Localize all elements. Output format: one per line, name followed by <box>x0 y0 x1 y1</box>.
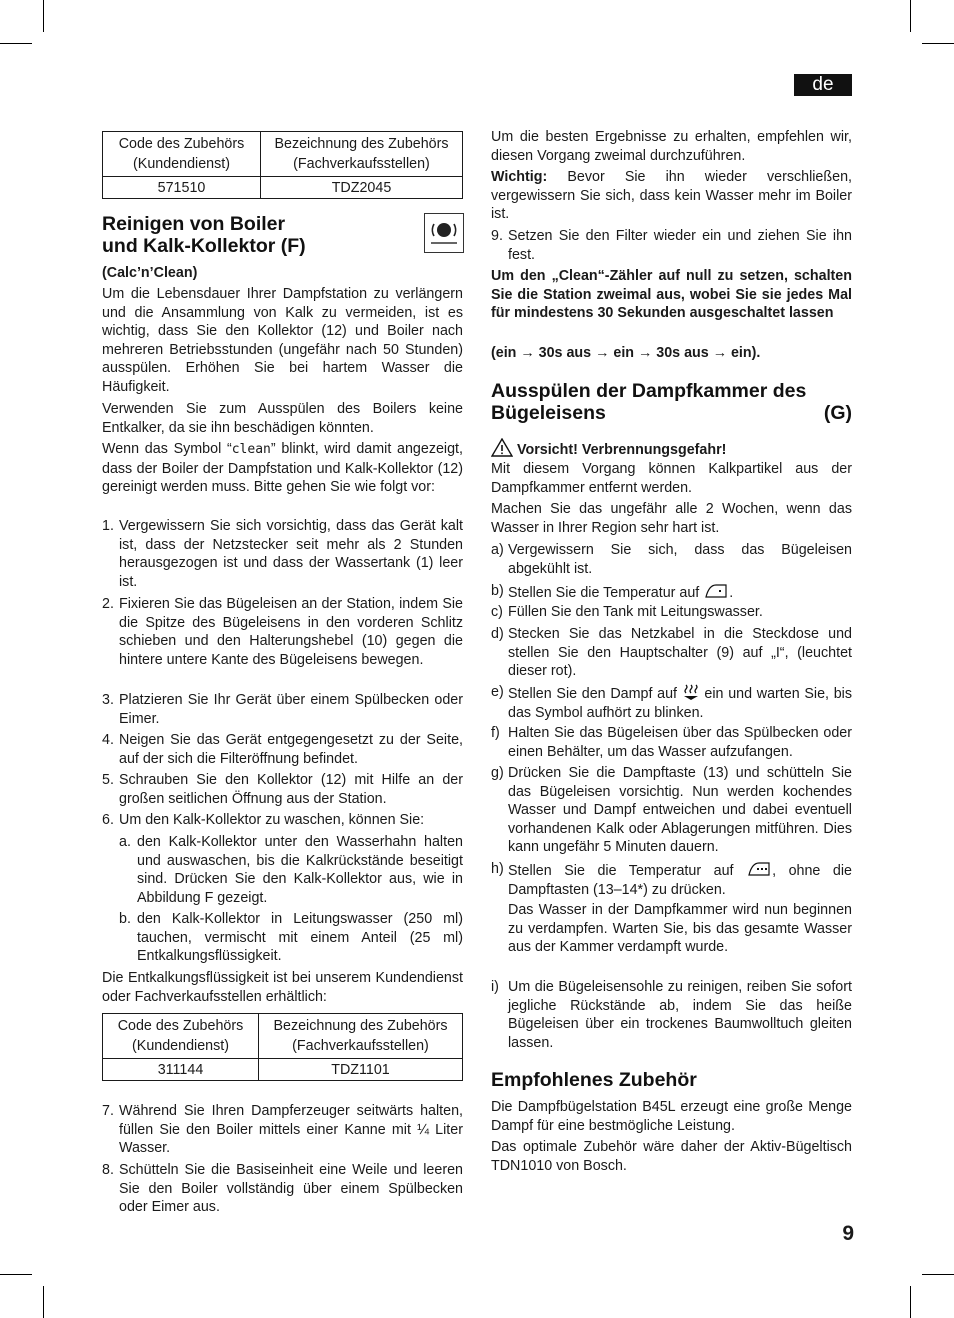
table-header-code: Code des Zubehörs (Kundendienst) <box>103 132 261 177</box>
table-cell-name: TDZ1101 <box>259 1059 463 1081</box>
crop-mark <box>0 1274 32 1275</box>
paragraph: Machen Sie das ungefähr alle 2 Wochen, wenn das Wasser in Ihrer Region sehr hart ist. <box>491 501 852 536</box>
list-subitem: b. den Kalk-Kollektor in Leitungswasser (250 ml) tauchen, vermischt mit einem Anteil (25 ml) Entkalkungsflüssigkeit. <box>119 911 463 965</box>
list-item: 1. Vergewissern Sie sich vorsichtig, dass das Gerät kalt ist, dass der Netzstecker seit mehr als 2 Stunden herausgezogen ist und dass der Wassertank (1) leer ist. <box>102 518 463 590</box>
crop-mark <box>43 1286 44 1318</box>
warning-line: Vorsicht! Verbrennungsgefahr! <box>491 438 852 460</box>
subtitle: (Calc’n’Clean) <box>102 265 198 281</box>
paragraph: Um die Lebensdauer Ihrer Dampfstation zu verlängern und die Ansammlung von Kalk zu vermeiden, ist es wichtig, dass Sie den Kollektor (12) und Boiler nach mehreren Betriebsstunden (ungefähr nach 50 Stunden) ausspülen. Erhöhen Sie bei hartem Wasser die Häufigkeit. <box>102 286 463 395</box>
table-cell-code: 571510 <box>103 177 261 199</box>
list-item: h) Stellen Sie die Temperatur auf , ohne die Dampftasten (13–14*) zu drücken. <box>491 861 852 898</box>
list-item: c) Füllen Sie den Tank mit Leitungswasser. <box>491 604 763 620</box>
list-item: 6. Um den Kalk-Kollektor zu waschen, können Sie: <box>102 812 425 828</box>
list-item: Das Wasser in der Dampfkammer wird nun beginnen zu verdampfen. Warten Sie, bis das gesamte Wasser aus der Kammer verdampft wurde. <box>508 902 852 956</box>
list-item: i) Um die Bügeleisensohle zu reinigen, reiben Sie sofort jegliche Rückstände ab, indem Sie das heiße Bügeleisen über ein trockenes Baumwolltuch gleiten lassen. <box>491 979 852 1051</box>
section-title: Empfohlenes Zubehör <box>491 1069 697 1091</box>
bold-note: Um den „Clean“-Zähler auf null zu setzen, schalten Sie die Station zweimal aus, wobei Sie sie jedes Mal für mindestens 30 Sekunden ausgeschaltet lassen <box>491 268 852 322</box>
bold-sequence: (ein → 30s aus → ein → 30s aus → ein). <box>491 345 761 361</box>
crop-mark <box>922 43 954 44</box>
list-item: 9. Setzen Sie den Filter wieder ein und ziehen Sie ihn fest. <box>491 228 852 263</box>
table-cell-name: TDZ2045 <box>261 177 463 199</box>
table-header-code: Code des Zubehörs (Kundendienst) <box>103 1014 259 1059</box>
list-item: b) Stellen Sie die Temperatur auf . <box>491 583 734 601</box>
list-item: d) Stecken Sie das Netzkabel in die Steckdose und stellen Sie den Hauptschalter (9) auf „I“, (leuchtet dieser rot). <box>491 626 852 680</box>
list-item: a) Vergewissern Sie sich, dass das Bügeleisen abgekühlt ist. <box>491 542 852 577</box>
list-item: 7. Während Sie Ihren Dampferzeuger seitwärts halten, füllen Sie den Boiler mittels einer Kanne mit ¼ Liter Wasser. <box>102 1103 463 1157</box>
list-subitem: a. den Kalk-Kollektor unter den Wasserhahn halten und auswaschen, bis die Kalkrückstände beseitigt sind. Drücken Sie den Kalk-Kollektor aus, wie in Abbildung F gezeigt. <box>119 834 463 906</box>
page-number: 9 <box>842 1222 854 1245</box>
list-item: g) Drücken Sie die Dampftaste (13) und schütteln Sie das Bügeleisen vorsichtig. Nun werden kochendes Wasser und Dampf entweichen und dabei eventuell vorhandenen Kalk oder Ablagerungen mitführen. Dies kann ungefähr 5 Minuten dauern. <box>491 765 852 856</box>
crop-mark <box>43 0 44 32</box>
paragraph: Wichtig: Bevor Sie ihn wieder verschließen, vergewissern Sie sich, dass kein Wasser mehr im Boiler ist. <box>491 169 852 223</box>
section-title: Reinigen von Boiler und Kalk-Kollektor (F) <box>102 213 306 257</box>
list-item: 2. Fixieren Sie das Bügeleisen an der Station, indem Sie die Spitze des Bügeleisens in den vorderen Schlitz schieben und den Halterungshebel (10) gegen die hintere untere Kante des Bügeleisens bewegen. <box>102 596 463 668</box>
steam-icon <box>682 683 700 701</box>
paragraph: Verwenden Sie zum Ausspülen des Boilers keine Entkalker, da sie ihn beschädigen könnten. <box>102 401 463 436</box>
paragraph: Wenn das Symbol “clean” blinkt, wird damit angezeigt, dass der Boiler der Dampfstation und Kalk-Kollektor (12) gereinigt werden muss. Bitte gehen Sie wie folgt vor: <box>102 441 463 496</box>
language-tab: de <box>794 74 852 96</box>
list-item: f) Halten Sie das Bügeleisen über das Spülbecken oder einen Behälter, um das Wasser aufzufangen. <box>491 725 852 760</box>
accessory-table-2 <box>102 1013 463 1081</box>
crop-mark <box>910 1286 911 1318</box>
calc-n-clean-icon <box>424 213 464 253</box>
paragraph: Das optimale Zubehör wäre daher der Aktiv-Bügeltisch TDN1010 von Bosch. <box>491 1139 852 1174</box>
list-item: 4. Neigen Sie das Gerät entgegengesetzt zu der Seite, auf der sich die Filteröffnung befindet. <box>102 732 463 767</box>
iron-temperature-max-icon <box>746 860 772 878</box>
list-item: e) Stellen Sie den Dampf auf ein und warten Sie, bis das Symbol aufhört zu blinken. <box>491 684 852 721</box>
iron-temperature-icon <box>703 582 729 600</box>
paragraph: Die Entkalkungsflüssigkeit ist bei unserem Kundendienst oder Fachverkaufsstellen erhältlich: <box>102 970 463 1005</box>
crop-mark <box>922 1274 954 1275</box>
table-cell-code: 311144 <box>103 1059 259 1081</box>
crop-mark <box>0 43 32 44</box>
warning-icon <box>491 438 513 457</box>
list-item: 8. Schütteln Sie die Basiseinheit eine Weile und leeren Sie den Boiler vollständig über einem Spülbecken oder Eimer aus. <box>102 1162 463 1216</box>
paragraph: Mit diesem Vorgang können Kalkpartikel aus der Dampfkammer entfernt werden. <box>491 461 852 496</box>
section-title: Ausspülen der Dampfkammer des Bügeleisens (G) <box>491 380 852 424</box>
list-item: 3. Platzieren Sie Ihr Gerät über einem Spülbecken oder Eimer. <box>102 692 463 727</box>
list-item: 5. Schrauben Sie den Kollektor (12) mit Hilfe an der großen seitlichen Öffnung aus der Station. <box>102 772 463 807</box>
accessory-table-1 <box>102 131 463 199</box>
crop-mark <box>910 0 911 32</box>
table-header-name: Bezeichnung des Zubehörs (Fachverkaufsstellen) <box>261 132 463 177</box>
paragraph: Um die besten Ergebnisse zu erhalten, empfehlen wir, diesen Vorgang zweimal durchzuführen. <box>491 129 852 164</box>
table-header-name: Bezeichnung des Zubehörs (Fachverkaufsstellen) <box>259 1014 463 1059</box>
paragraph: Die Dampfbügelstation B45L erzeugt eine große Menge Dampf für eine bestmögliche Leistung. <box>491 1099 852 1134</box>
